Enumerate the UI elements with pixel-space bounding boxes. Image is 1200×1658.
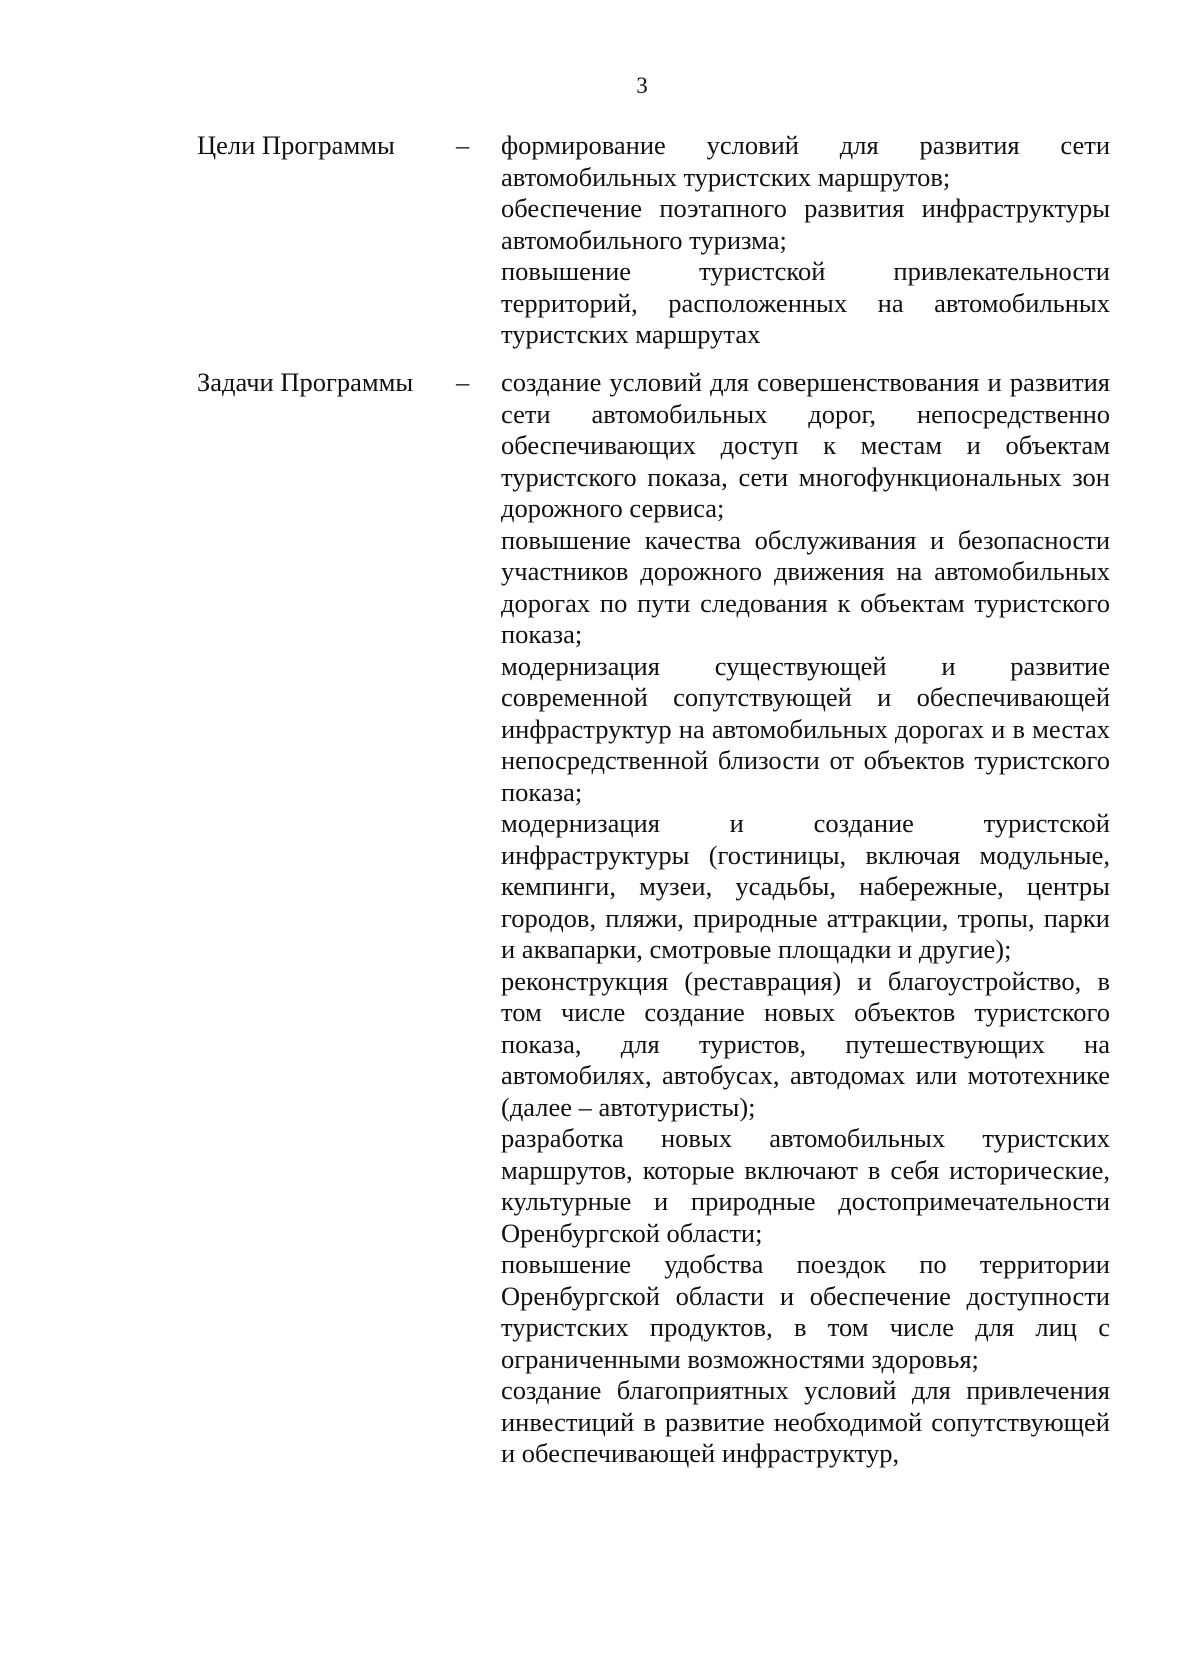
goals-item: формирование условий для развития сети автомобильных туристских маршрутов; [501,130,1110,192]
goals-label: Цели Программы [197,130,395,160]
page-number: 3 [636,73,648,98]
goals-content [501,130,1110,351]
tasks-item: создание благоприятных условий для привлечения инвестиций в развитие необходимой сопутствующей и обеспечивающей инфраструктур, [501,1375,1110,1468]
tasks-item: модернизация и создание туристской инфраструктуры (гостиницы, включая модульные, кемпинги, музеи, усадьбы, набережные, центры городов, пляжи, природные аттракции, тропы, парки и аквапарки, смотровые площадки и другие); [501,808,1110,964]
goals-item: обеспечение поэтапного развития инфраструктуры автомобильного туризма; [501,193,1110,255]
tasks-item: создание условий для совершенствования и развития сети автомобильных дорог, непосредственно обеспечивающих доступ к местам и объектам туристского показа, сети многофункциональных зон дорожного сервиса; [501,367,1110,523]
goals-item: повышение туристской привлекательности территорий, расположенных на автомобильных туристских маршрутах [501,256,1110,349]
tasks-item: повышение качества обслуживания и безопасности участников дорожного движения на автомобильных дорогах по пути следования к объектам туристского показа; [501,524,1110,649]
tasks-item: реконструкция (реставрация) и благоустройство, в том числе создание новых объектов туристского показа, для туристов, путешествующих на автомобилях, автобусах, автодомах или мототехнике (далее – автотуристы); [501,965,1110,1122]
tasks-label: Задачи Программы [197,367,414,397]
goals-dash: – [456,130,470,160]
tasks-item: разработка новых автомобильных туристских маршрутов, которые включают в себя исторические, культурные и природные достопримечательности Оренбургской области; [501,1123,1110,1248]
tasks-item: модернизация существующей и развитие современной сопутствующей и обеспечивающей инфраструктур на автомобильных дорогах и в местах непосредственной близости от объектов туристского показа; [501,650,1110,807]
tasks-dash: – [456,367,470,397]
tasks-content [501,367,1110,1470]
tasks-item: повышение удобства поездок по территории Оренбургской области и обеспечение доступности туристских продуктов, в том числе для лиц с ограниченными возможностями здоровья; [501,1249,1110,1374]
